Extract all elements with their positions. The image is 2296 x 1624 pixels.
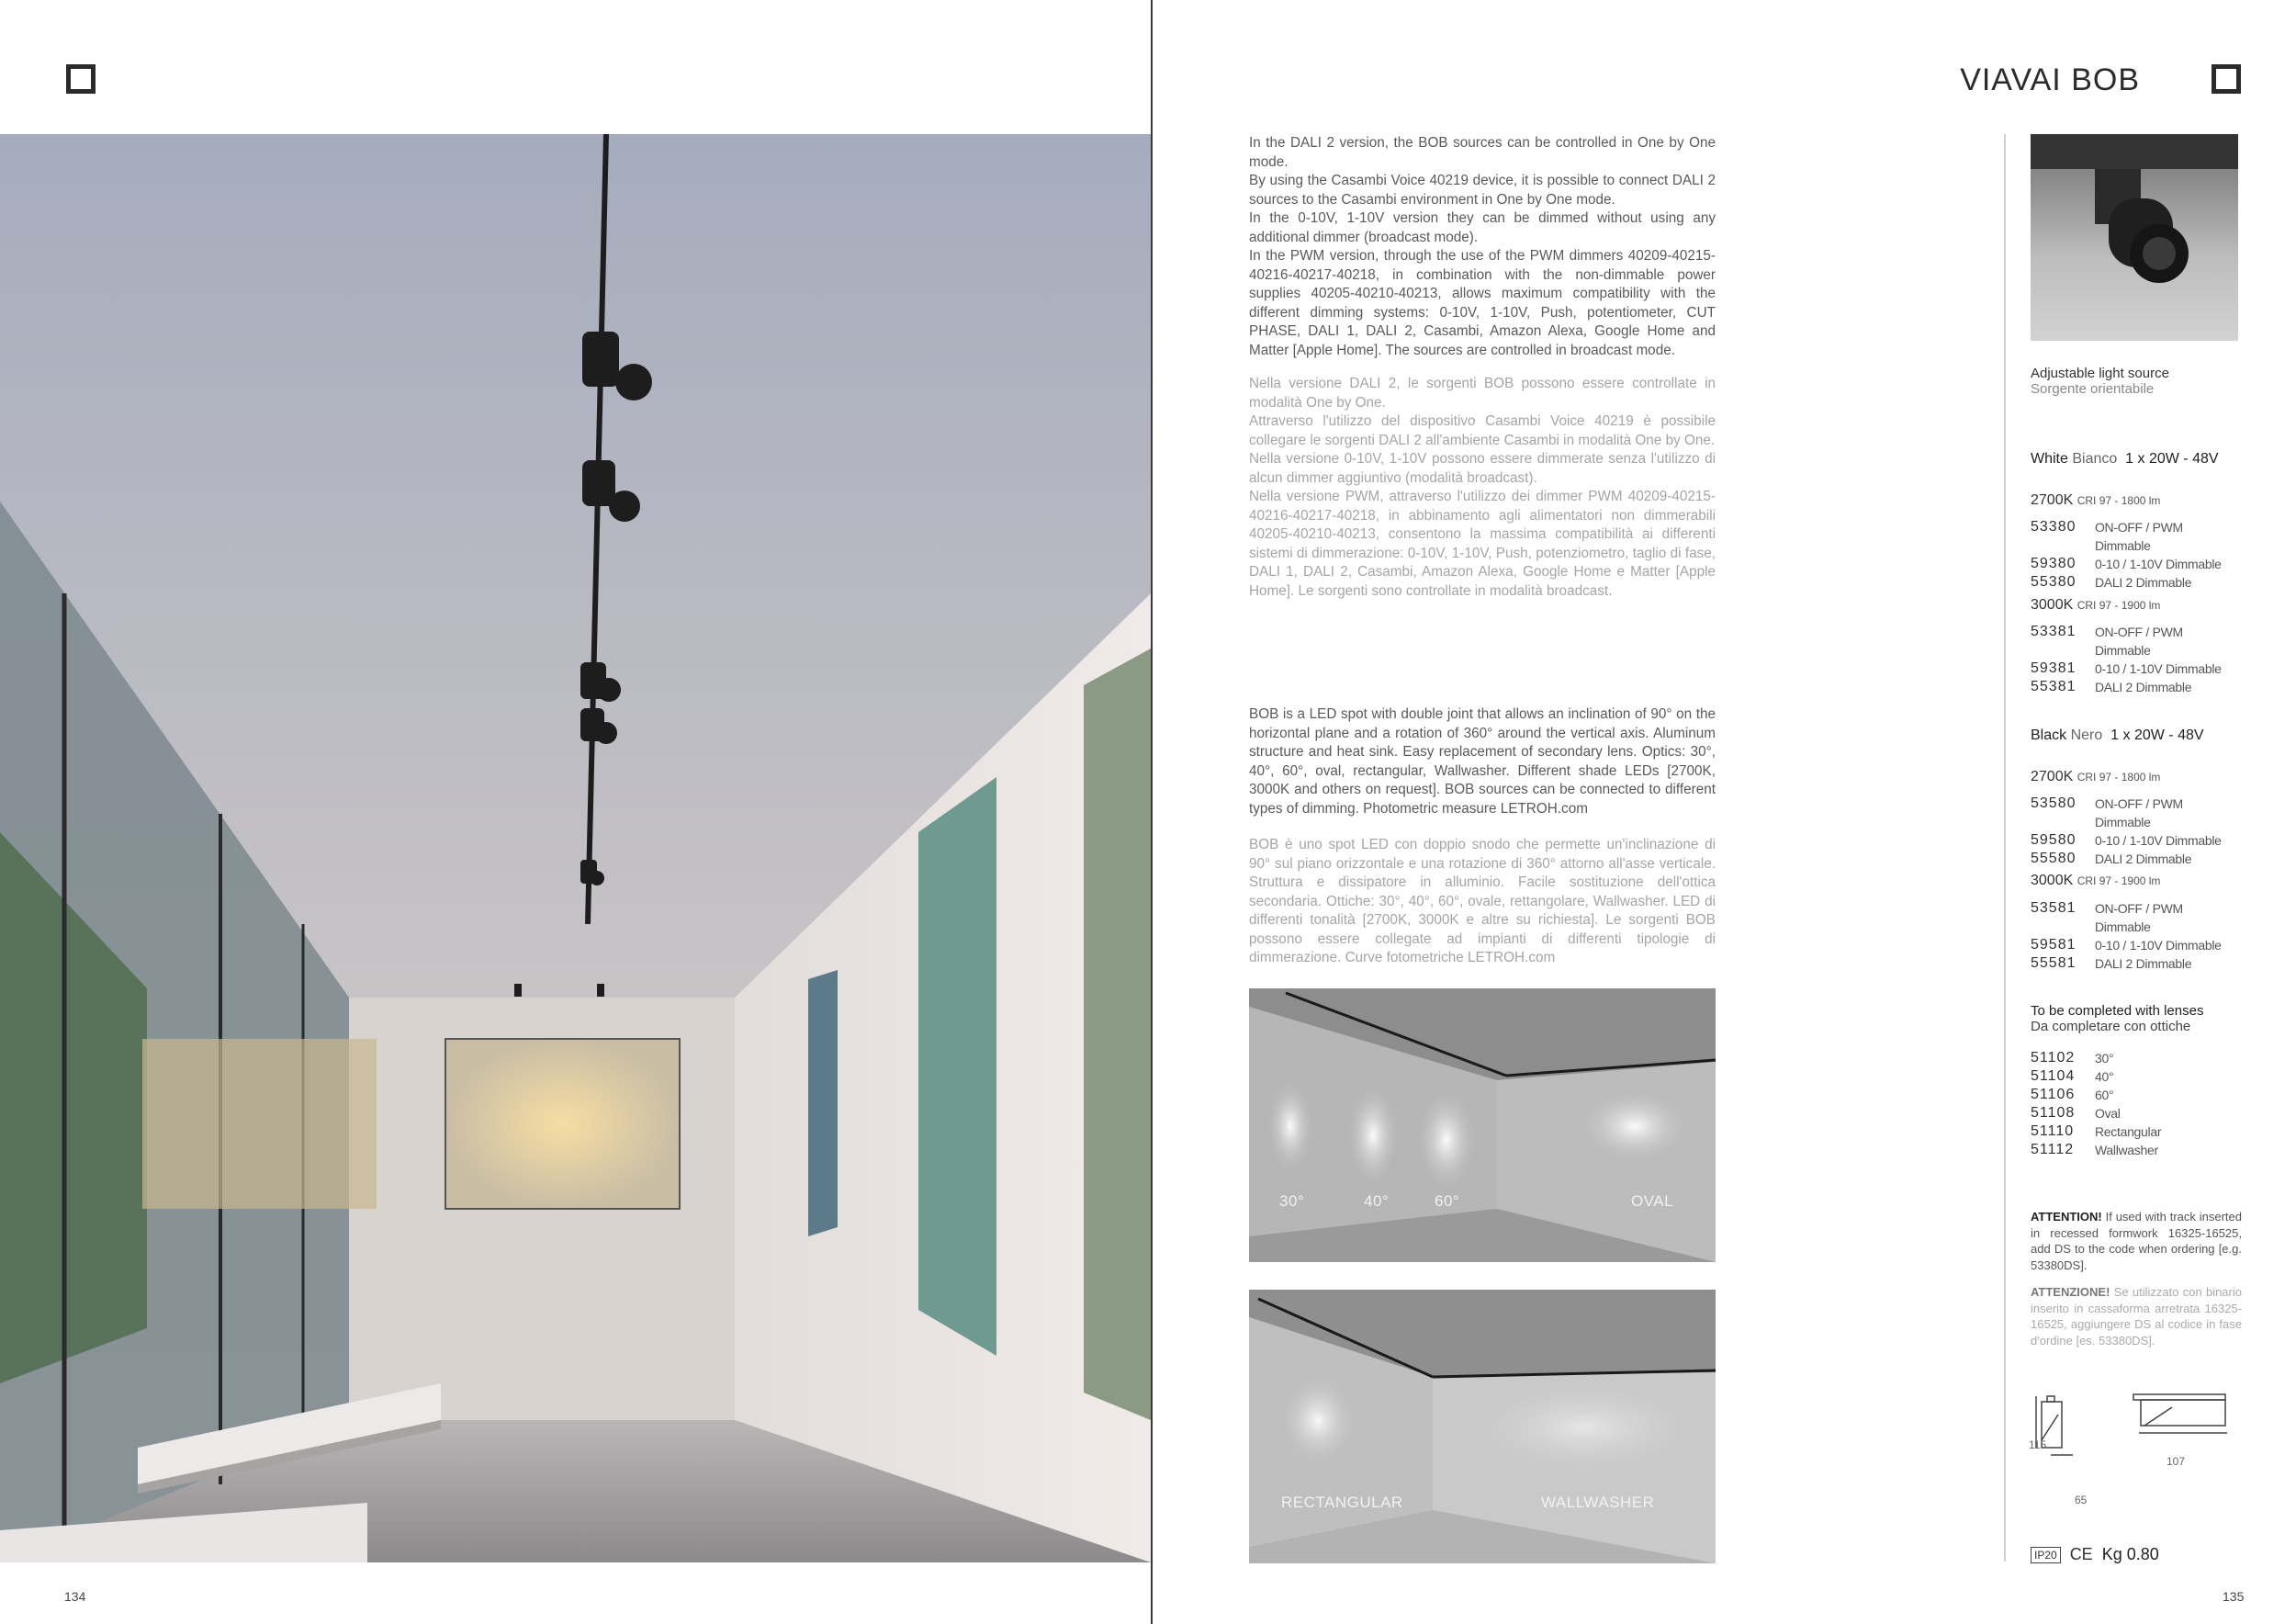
product-code: 53580 [2031,795,2077,811]
product-code: 59580 [2031,832,2077,848]
description-en-1-line: In the PWM version, through the use of the PWM dimmers 40209-40215-40216-40217-40218, in combination with the non-dimmable power supplies 40205-40210-40213, allows maximum compatibility with the different dimming systems: 0-10V, 1-10V, Push, potentiometer, CUT PHASE, DALI 1, DALI 2, Casambi, Amazon Alexa, Google Home and Matter [Apple Home]. The sources are controlled in broadcast mode. [1249,248,1716,358]
lens-desc: Rectangular [2095,1124,2162,1139]
attention-en-text: If used with track inserted in recessed formwork 16325-16525, add DS to the code when ordering [e.g. 53380DS]. [2031,1210,2242,1272]
code-row [2031,660,2242,678]
black-3000-heading [2031,873,2242,889]
dim-length: 107 [2167,1455,2186,1468]
code-row [2031,831,2242,850]
page-title: VIAVAI BOB [1960,62,2140,97]
product-desc: 0-10 / 1-10V Dimmable [2095,938,2222,953]
ip20-icon: IP20 [2031,1547,2061,1563]
dimension-drawing [2031,1387,2242,1506]
product-code: 55581 [2031,955,2077,971]
lenses-list [2031,1049,2242,1159]
lens-code: 51104 [2031,1068,2076,1084]
white-3000-heading [2031,597,2242,614]
weight: Kg 0.80 [2101,1545,2159,1563]
product-desc: 0-10 / 1-10V Dimmable [2095,557,2222,571]
lenses-it: Da completare con ottiche [2031,1019,2191,1034]
page-number-left: 134 [64,1589,86,1604]
lens-code: 51112 [2031,1142,2075,1157]
product-code: 53381 [2031,624,2077,639]
product-code: 53380 [2031,519,2077,535]
code-row [2031,573,2242,592]
product-code: 55380 [2031,574,2077,590]
white-2700-codes [2031,518,2242,592]
cert-row [2031,1545,2242,1564]
description-en-2: BOB is a LED spot with double joint that allows an inclination of 90° on the horizontal plane and a rotation of 360° around the vertical axis. Aluminum structure and heat sink. Easy replacement of secondary lens. Optics: 30°, 40°, 60°, oval, rectangular, Wallwasher. Different shade LEDs [2700K, 3000K and others on request]. BOB sources can be connected to different types of dimming. Photometric measure LETROH.com [1249,706,1716,817]
description-it-1-line: Attraverso l'utilizzo del dispositivo Casambi Voice 40219 è possibile collegare le sorgenti DALI 2 all'ambiente Casambi in modalità One by One. [1249,413,1716,448]
attention-it-label: ATTENZIONE! [2031,1285,2110,1299]
description-en-1-line: In the 0-10V, 1-10V version they can be dimmed without using any additional dimmer (broadcast mode). [1249,210,1716,245]
attention-en [2031,1209,2242,1273]
lens-desc: 60° [2095,1088,2114,1102]
square-logo-icon-right [2212,64,2241,94]
product-thumbnail [2031,134,2238,341]
cri-value: CRI 97 - 1800 lm [2077,771,2161,784]
kelvin-value: 2700K [2031,492,2074,508]
label-40: 40° [1364,1192,1390,1210]
description-it-1 [1249,375,1716,601]
label-wallwasher: WALLWASHER [1541,1494,1655,1511]
optics-demo-image-2 [1249,1290,1716,1563]
description-en-1-line: In the DALI 2 version, the BOB sources can be controlled in One by One mode. [1249,135,1716,170]
code-row [2031,936,2242,954]
description-it-2: BOB è uno spot LED con doppio snodo che permette un'inclinazione di 90° sul piano orizzontale e una rotazione di 360° attorno all'asse verticale. Struttura e dissipatore in alluminio. Facile sostituzione dell'ottica secondaria. Ottiche: 30°, 40°, 60°, ovale, rettangolare, Wallwasher. LED di differenti tonalità [2700K, 3000K e altre su richiesta]. Le sorgenti BOB possono essere collegate ad impianti di differenti tipologie di dimmerazione. Curve fotometriche LETROH.com [1249,837,1716,965]
code-row [2031,678,2242,696]
adjustable-it: Sorgente orientabile [2031,381,2155,397]
product-code: 59381 [2031,660,2077,676]
white-name-it: Bianco [2072,451,2118,467]
lens-row [2031,1049,2242,1067]
product-desc: 0-10 / 1-10V Dimmable [2095,833,2222,848]
white-name: White [2031,451,2068,467]
product-code: 55381 [2031,679,2077,694]
black-name-it: Nero [2070,727,2103,743]
lens-code: 51110 [2031,1123,2075,1139]
product-desc: ON-OFF / PWM Dimmable [2094,625,2183,658]
white-3000-codes [2031,623,2242,696]
optics-demo-image-1 [1249,988,1716,1262]
description-it-1-line: Nella versione 0-10V, 1-10V possono essere dimmerate senza l'utilizzo di alcun dimmer aggiuntivo (modalità broadcast). [1249,451,1716,486]
white-heading [2031,451,2242,468]
description-it-1-line: Nella versione DALI 2, le sorgenti BOB possono essere controllate in modalità One by One. [1249,376,1716,411]
product-desc: 0-10 / 1-10V Dimmable [2095,661,2222,676]
product-desc: DALI 2 Dimmable [2095,956,2192,971]
cri-value: CRI 97 - 1900 lm [2077,874,2161,887]
product-desc: DALI 2 Dimmable [2095,851,2192,866]
code-row [2031,850,2242,868]
kelvin-value: 3000K [2031,597,2074,613]
black-2700-codes [2031,795,2242,868]
kelvin-value: 2700K [2031,769,2074,784]
product-desc: ON-OFF / PWM Dimmable [2094,520,2183,553]
product-code: 59380 [2031,556,2077,571]
lens-desc: Wallwasher [2095,1143,2158,1157]
label-rectangular: RECTANGULAR [1281,1494,1403,1511]
black-name: Black [2031,727,2067,743]
adjustable-label [2031,366,2242,397]
gallery-photo [0,134,1151,1562]
black-heading [2031,727,2242,744]
code-row [2031,795,2242,831]
page-divider [1151,0,1153,1624]
label-30: 30° [1279,1192,1305,1210]
label-60: 60° [1435,1192,1460,1210]
lens-row [2031,1067,2242,1086]
code-row [2031,899,2242,936]
description-en-1-line: By using the Casambi Voice 40219 device, it is possible to connect DALI 2 sources to the Casambi environment in One by One mode. [1249,173,1716,208]
lens-desc: 40° [2095,1069,2114,1084]
attention-it [2031,1284,2242,1348]
lens-code: 51108 [2031,1105,2076,1121]
black-2700-heading [2031,769,2242,785]
lens-desc: Oval [2095,1106,2121,1121]
code-row [2031,623,2242,660]
square-logo-icon-left [66,64,96,94]
white-2700-heading [2031,492,2242,509]
cri-value: CRI 97 - 1900 lm [2077,599,2161,612]
product-desc: ON-OFF / PWM Dimmable [2094,901,2183,934]
lenses-heading [2031,1003,2242,1034]
dim-height: 115 [2029,1438,2047,1451]
lens-row [2031,1104,2242,1122]
black-3000-codes [2031,899,2242,973]
product-code: 53581 [2031,900,2077,916]
black-spec: 1 x 20W - 48V [2110,727,2204,743]
cri-value: CRI 97 - 1800 lm [2077,494,2161,507]
sidebar-rule [2004,134,2006,1562]
adjustable-en: Adjustable light source [2031,366,2169,381]
dim-width: 65 [2075,1494,2088,1506]
description-it-1-line: Nella versione PWM, attraverso l'utilizzo dei dimmer PWM 40209-40215-40216-40217-40218, in abbinamento agli alimentatori non dimmerabili 40205-40210-40213, consentono la massima compatibilità ai differenti sistemi di dimmerazione: 0-10V, 1-10V, Push, potenziometro, taglio di fase, DALI 1, DALI 2, Casambi, Amazon Alexa, Google Home e Matter [Apple Home]. Le sorgenti sono controllate in modalità broadcast. [1249,489,1716,599]
code-row [2031,954,2242,973]
attention-it-text: Se utilizzato con binario inserito in cassaforma arretrata 16325-16525, aggiungere DS al codice in fase d'ordine [es. 53380DS]. [2031,1285,2242,1348]
page-number-right: 135 [2223,1589,2245,1604]
ce-mark-icon: CE [2069,1545,2093,1563]
lens-row [2031,1141,2242,1159]
product-code: 55580 [2031,851,2077,866]
code-row [2031,518,2242,555]
lens-code: 51106 [2031,1087,2076,1102]
kelvin-value: 3000K [2031,873,2074,888]
label-oval: OVAL [1631,1192,1674,1210]
lens-code: 51102 [2031,1050,2076,1066]
code-row [2031,555,2242,573]
product-desc: DALI 2 Dimmable [2095,680,2192,694]
lenses-en: To be completed with lenses [2031,1003,2204,1019]
description-en-1 [1249,134,1716,360]
lens-row [2031,1086,2242,1104]
lens-row [2031,1122,2242,1141]
product-code: 59581 [2031,937,2077,953]
lens-desc: 30° [2095,1051,2114,1066]
product-desc: DALI 2 Dimmable [2095,575,2192,590]
product-desc: ON-OFF / PWM Dimmable [2094,796,2183,829]
white-spec: 1 x 20W - 48V [2125,451,2219,467]
attention-en-label: ATTENTION! [2031,1210,2102,1224]
